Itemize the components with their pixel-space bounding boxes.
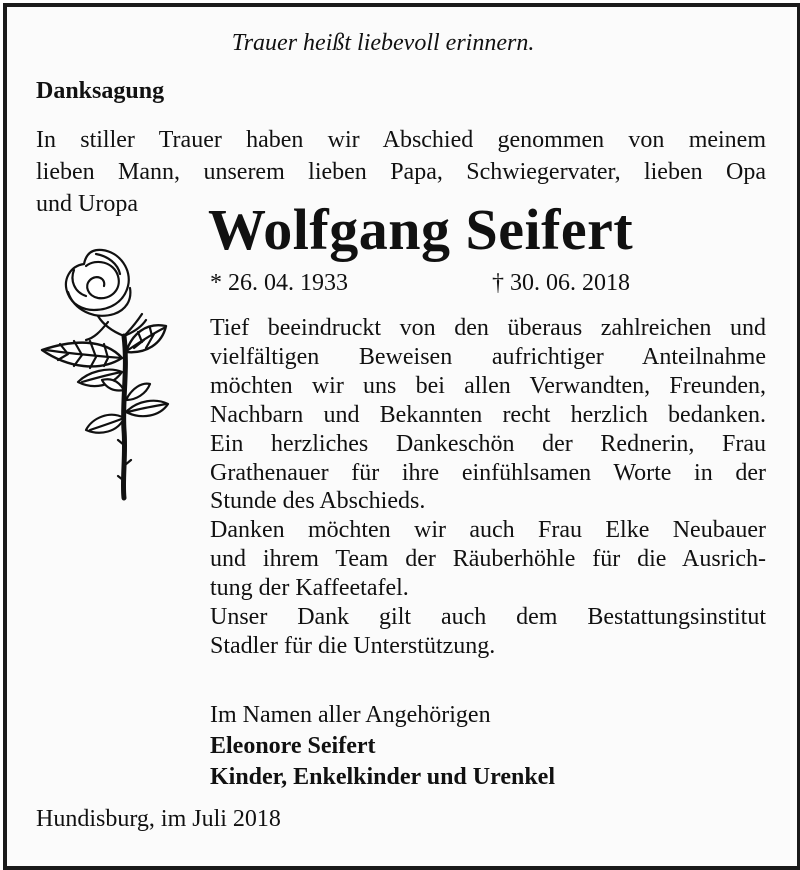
heading: Danksagung [36,78,165,104]
intro-line: und Uropa [36,191,138,217]
body-line: Stunde des Abschieds. [210,488,426,515]
body-line: Stadler für die Unterstützung. [210,632,496,659]
intro-line: In stiller Trauer haben wir Abschied genommen von meinem [36,127,766,153]
body-line: Ein herzliches Dankeschön der Rednerin, Frau [210,430,766,457]
intro-line: lieben Mann, unserem lieben Papa, Schwiegervater, lieben Opa [36,159,766,185]
body-line: Grathenauer für ihre einfühlsamen Worte in der [210,459,766,486]
body-line: möchten wir uns bei allen Verwandten, Freunden, [210,372,766,399]
signature-preface: Im Namen aller Angehörigen [210,702,491,728]
body-line: und ihrem Team der Räuberhöhle für die Ausrich- [210,546,766,573]
body-line: Tief beeindruckt von den überaus zahlreichen und [210,315,766,341]
signature-family: Kinder, Enkelkinder und Urenkel [210,764,555,790]
birth-date: * 26. 04. 1933 [210,270,348,296]
death-date: † 30. 06. 2018 [492,270,630,296]
signature-name: Eleonore Seifert [210,733,376,759]
signature-block [210,700,555,793]
thank-you-text [210,314,766,661]
motto: Trauer heißt liebevoll erinnern. [231,30,535,56]
body-line: Unser Dank gilt auch dem Bestattungsinstitut [210,604,766,631]
body-line: Nachbarn und Bekannten recht herzlich bedanken. [210,401,766,428]
place-date: Hundisburg, im Juli 2018 [36,806,281,832]
body-line: vielfältigen Beweisen aufrichtiger Anteilnahme [210,343,766,370]
body-line: tung der Kaffeetafel. [210,575,409,602]
rose-icon [38,240,174,502]
deceased-name: Wolfgang Seifert [208,197,634,262]
body-line: Danken möchten wir auch Frau Elke Neubauer [210,517,766,544]
